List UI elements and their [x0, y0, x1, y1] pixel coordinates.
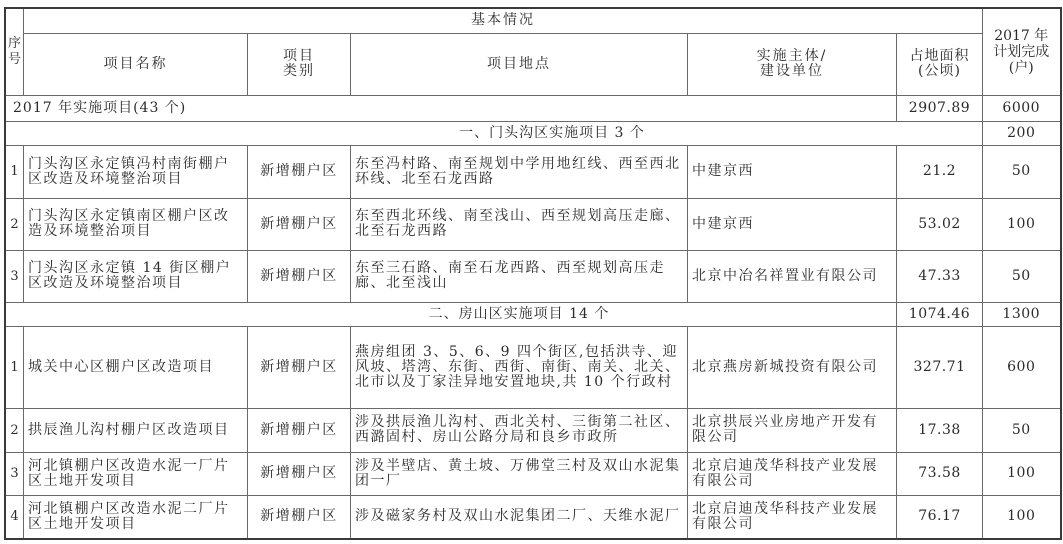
row-location: 涉及半壁店、黄土坡、万佛堂三村及双山水泥集团一厂: [351, 452, 688, 495]
row-type: 新增棚户区: [248, 408, 351, 452]
row-name: 拱辰渔儿沟村棚户区改造项目: [24, 408, 248, 452]
row-planned: 100: [983, 495, 1061, 539]
header-type: [248, 33, 351, 95]
row-area: 47.33: [897, 250, 983, 302]
row-unit: 北京燕房新城投资有限公司: [688, 326, 897, 408]
header-planned-line2: 计划完成: [993, 43, 1050, 60]
total-row: [5, 95, 1061, 121]
row-name: 河北镇棚户区改造水泥二厂片区土地开发项目: [24, 495, 248, 539]
header-row-2: [5, 33, 1061, 95]
header-location: 项目地点: [351, 33, 688, 95]
header-area: [897, 33, 983, 95]
row-unit: 北京启迪茂华科技产业发展有限公司: [688, 495, 897, 539]
total-planned: 6000: [983, 95, 1061, 121]
row-type: 新增棚户区: [248, 326, 351, 408]
header-planned-line1: 2017 年: [994, 27, 1049, 44]
row-unit: 中建京西: [688, 198, 897, 250]
row-location: 燕房组团 3、5、6、9 四个街区,包括洪寺、迎风坡、塔湾、东街、西街、南街、南关、北关、北市以及丁家洼异地安置地块,共 10 个行政村: [351, 326, 688, 408]
row-name: 门头沟区永定镇南区棚户区改造及环境整治项目: [24, 198, 248, 250]
row-name: 城关中心区棚户区改造项目: [24, 326, 248, 408]
row-type: 新增棚户区: [248, 145, 351, 198]
total-label: 2017 年实施项目(43 个): [5, 95, 897, 121]
section-planned: 200: [983, 121, 1061, 145]
header-row-1: [5, 8, 1061, 33]
row-area: 327.71: [897, 326, 983, 408]
header-planned-line3: (户): [1008, 59, 1034, 76]
row-location: 涉及拱辰渔儿沟村、西北关村、三街第二社区、西潞固村、房山公路分局和良乡市政所: [351, 408, 688, 452]
row-location: 东至西北环线、南至浅山、西至规划高压走廊、北至石龙西路: [351, 198, 688, 250]
row-area: 73.58: [897, 452, 983, 495]
header-name: 项目名称: [24, 33, 248, 95]
header-basic-info: 基本情况: [24, 8, 983, 33]
table-row: [5, 145, 1061, 198]
section-planned: 1300: [983, 302, 1061, 326]
row-seq: 3: [5, 452, 24, 495]
project-table: [4, 7, 1062, 540]
section-area: 1074.46: [897, 302, 983, 326]
section-title: 二、房山区实施项目 14 个: [5, 302, 897, 326]
header-unit-line1: 实施主体/: [756, 48, 828, 64]
row-type: 新增棚户区: [248, 250, 351, 302]
table-row: [5, 250, 1061, 302]
row-area: 53.02: [897, 198, 983, 250]
row-seq: 4: [5, 495, 24, 539]
row-name: 门头沟区永定镇 14 街区棚户区改造及环境整治项目: [24, 250, 248, 302]
row-area: 21.2: [897, 145, 983, 198]
table-row: [5, 452, 1061, 495]
section-title: 一、门头沟区实施项目 3 个: [5, 121, 983, 145]
total-area: 2907.89: [897, 95, 983, 121]
row-planned: 100: [983, 198, 1061, 250]
table-row: [5, 198, 1061, 250]
row-unit: 中建京西: [688, 145, 897, 198]
row-planned: 100: [983, 452, 1061, 495]
row-planned: 50: [983, 145, 1061, 198]
row-area: 17.38: [897, 408, 983, 452]
row-unit: 北京中冶名祥置业有限公司: [688, 250, 897, 302]
header-area-line2: (公顷): [918, 63, 961, 79]
table-row: [5, 408, 1061, 452]
table-row: [5, 326, 1061, 408]
row-planned: 50: [983, 250, 1061, 302]
row-type: 新增棚户区: [248, 495, 351, 539]
row-location: 涉及磁家务村及双山水泥集团二厂、天维水泥厂: [351, 495, 688, 539]
header-planned: [983, 8, 1061, 95]
row-location: 东至三石路、南至石龙西路、西至规划高压走廊、北至浅山: [351, 250, 688, 302]
row-unit: 北京启迪茂华科技产业发展有限公司: [688, 452, 897, 495]
header-area-line1: 占地面积: [909, 48, 970, 64]
row-seq: 3: [5, 250, 24, 302]
header-type-line1: 项目: [283, 48, 315, 64]
row-seq: 2: [5, 198, 24, 250]
row-location: 东至冯村路、南至规划中学用地红线、西至西北环线、北至石龙西路: [351, 145, 688, 198]
header-unit: [688, 33, 897, 95]
row-seq: 2: [5, 408, 24, 452]
row-name: 门头沟区永定镇冯村南街棚户区改造及环境整治项目: [24, 145, 248, 198]
table-row: [5, 495, 1061, 539]
header-unit-line2: 建设单位: [760, 63, 824, 79]
header-type-line2: 类别: [283, 63, 315, 79]
row-type: 新增棚户区: [248, 452, 351, 495]
row-name: 河北镇棚户区改造水泥一厂片区土地开发项目: [24, 452, 248, 495]
row-seq: 1: [5, 145, 24, 198]
section-row: [5, 121, 1061, 145]
section-row: [5, 302, 1061, 326]
row-planned: 50: [983, 408, 1061, 452]
row-area: 76.17: [897, 495, 983, 539]
row-planned: 600: [983, 326, 1061, 408]
row-type: 新增棚户区: [248, 198, 351, 250]
row-seq: 1: [5, 326, 24, 408]
row-unit: 北京拱辰兴业房地产开发有限公司: [688, 408, 897, 452]
header-seq: 序号: [5, 8, 24, 95]
